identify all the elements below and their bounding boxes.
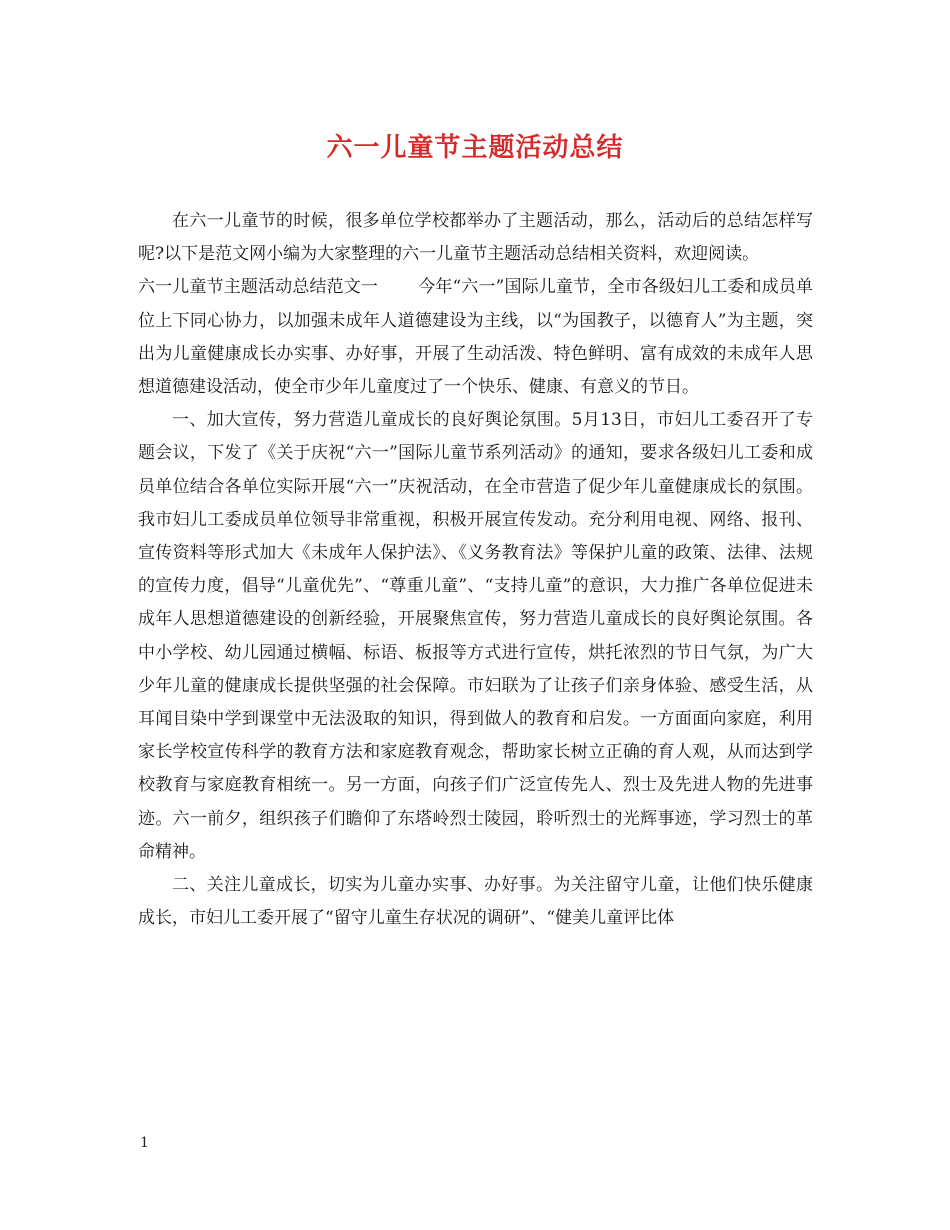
sample-one-paragraph xyxy=(138,271,813,404)
section-one-paragraph: 一、加大宣传，努力营造儿童成长的良好舆论氛围。5月13日，市妇儿工委召开了专题会议，下发了《关于庆祝“六一”国际儿童节系列活动》的通知，要求各级妇儿工委和成员单位结合各单位实际开展“六一”庆祝活动，在全市营造了促少年儿童健康成长的氛围。我市妇儿工委成员单位领导非常重视，积极开展宣传发动。充分利用电视、网络、报刊、宣传资料等形式加大《未成年人保护法》、《义务教育法》等保护儿童的政策、法律、法规的宣传力度，倡导“儿童优先”、“尊重儿童”、“支持儿童”的意识，大力推广各单位促进未成年人思想道德建设的创新经验，开展聚焦宣传，努力营造儿童成长的良好舆论氛围。各中小学校、幼儿园通过横幅、标语、板报等方式进行宣传，烘托浓烈的节日气氛，为广大少年儿童的健康成长提供坚强的社会保障。市妇联为了让孩子们亲身体验、感受生活，从耳闻目染中学到课堂中无法汲取的知识，得到做人的教育和启发。一方面面向家庭，利用家长学校宣传科学的教育方法和家庭教育观念，帮助家长树立正确的育人观，从而达到学校教育与家庭教育相统一。另一方面，向孩子们广泛宣传先人、烈士及先进人物的先进事迹。六一前夕，组织孩子们瞻仰了东塔岭烈士陵园，聆听烈士的光辉事迹，学习烈士的革命精神。 xyxy=(138,410,813,862)
section-two-paragraph: 二、关注儿童成长，切实为儿童办实事、办好事。为关注留守儿童，让他们快乐健康成长，市妇儿工委开展了“留守儿童生存状况的调研”、“健美儿童评比体 xyxy=(138,875,813,929)
intro-paragraph: 在六一儿童节的时候，很多单位学校都举办了主题活动，那么，活动后的总结怎样写呢?以下是范文网小编为大家整理的六一儿童节主题活动总结相关资料，欢迎阅读。 xyxy=(138,211,813,265)
sample-one-heading: 六一儿童节主题活动总结范文一 xyxy=(138,277,379,298)
sample-one-text: 今年“六一”国际儿童节，全市各级妇儿工委和成员单位上下同心协力，以加强未成年人道德建设为主线，以“为国教子，以德育人”为主题，突出为儿童健康成长办实事、办好事，开展了生动活泼、特色鲜明、富有成效的未成年人思想道德建设活动，使全市少年儿童度过了一个快乐、健康、有意义的节日。 xyxy=(138,277,814,398)
document-title: 六一儿童节主题活动总结 xyxy=(326,133,624,163)
document-body xyxy=(138,205,813,935)
page-number: 1 xyxy=(140,1135,149,1151)
